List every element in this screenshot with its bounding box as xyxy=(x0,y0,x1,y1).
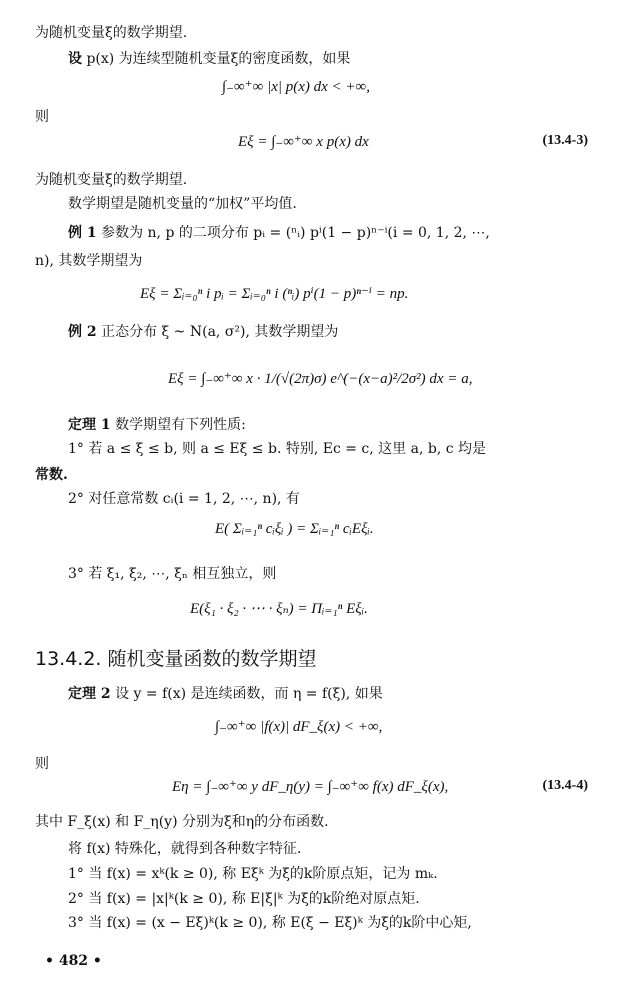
text: 设 y = f(x) 是连续函数，而 η = f(ξ), 如果 xyxy=(110,686,383,702)
text-line: 2° 对任意常数 cᵢ(i = 1, 2, ⋯, n), 有 xyxy=(68,491,300,507)
text-line: 1° 若 a ≤ ξ ≤ b, 则 a ≤ Eξ ≤ b. 特别, Ec = c, 这里 a, b, c 均是 xyxy=(68,441,487,457)
text-line: 将 f(x) 特殊化，就得到各种数字特征. xyxy=(68,841,302,857)
page-number: • 482 • xyxy=(45,953,102,969)
formula: E(ξ₁ · ξ₂ · ⋯ · ξₙ) = Πᵢ₌₁ⁿ Eξᵢ. xyxy=(190,601,368,617)
text-line: n), 其数学期望为 xyxy=(35,253,143,269)
lead: 定理 1 xyxy=(68,417,111,433)
formula: ∫₋∞⁺∞ |f(x)| dF_ξ(x) < +∞, xyxy=(215,719,383,735)
lead: 设 xyxy=(68,51,82,67)
lead: 例 1 xyxy=(68,225,97,241)
text: 参数为 n, p 的二项分布 pᵢ = (ⁿᵢ) pⁱ(1 − p)ⁿ⁻ⁱ(i = 0, 1, 2, ⋯, xyxy=(96,225,490,241)
text-line xyxy=(68,416,246,434)
section-heading: 13.4.2. 随机变量函数的数学期望 xyxy=(35,648,317,670)
formula: Eξ = ∫₋∞⁺∞ x · 1/(√(2π)σ) e^(−(x−a)²/2σ²) dx = a, xyxy=(168,371,473,387)
text-line: 3° 若 ξ₁, ξ₂, ⋯, ξₙ 相互独立，则 xyxy=(68,566,277,582)
text-line: 为随机变量ξ的数学期望. xyxy=(35,25,188,41)
formula: E( Σᵢ₌₁ⁿ cᵢξᵢ ) = Σᵢ₌₁ⁿ cᵢEξᵢ. xyxy=(215,521,374,537)
text-line xyxy=(68,50,350,68)
text-line: 则 xyxy=(35,756,49,772)
text-line xyxy=(68,224,490,242)
formula: ∫₋∞⁺∞ |x| p(x) dx < +∞, xyxy=(222,79,370,95)
equation-number: (13.4-4) xyxy=(542,778,588,793)
text-line: 其中 F_ξ(x) 和 F_η(y) 分别为ξ和η的分布函数. xyxy=(35,814,329,830)
lead: 定理 2 xyxy=(68,686,111,702)
formula: Eη = ∫₋∞⁺∞ y dF_η(y) = ∫₋∞⁺∞ f(x) dF_ξ(x), xyxy=(172,779,449,795)
text-line: 3° 当 f(x) = (x − Eξ)ᵏ(k ≥ 0), 称 E(ξ − Eξ)ᵏ 为ξ的k阶中心矩, xyxy=(68,915,472,931)
text-line: 为随机变量ξ的数学期望. xyxy=(35,172,188,188)
lead: 例 2 xyxy=(68,324,97,340)
text-line: 则 xyxy=(35,109,49,125)
text: 正态分布 ξ ~ N(a, σ²), 其数学期望为 xyxy=(96,324,339,340)
text: p(x) 为连续型随机变量ξ的密度函数，如果 xyxy=(82,51,351,67)
formula: Eξ = Σᵢ₌₀ⁿ i pᵢ = Σᵢ₌₀ⁿ i (ⁿᵢ) pⁱ(1 − p)ⁿ⁻ⁱ = np. xyxy=(140,286,409,302)
text-line: 1° 当 f(x) = xᵏ(k ≥ 0), 称 Eξᵏ 为ξ的k阶原点矩，记为 mₖ. xyxy=(68,866,438,882)
text-line xyxy=(68,685,383,703)
text-line: 2° 当 f(x) = |x|ᵏ(k ≥ 0), 称 E|ξ|ᵏ 为ξ的k阶绝对原点矩. xyxy=(68,891,420,907)
text: 数学期望有下列性质: xyxy=(110,417,246,433)
formula: Eξ = ∫₋∞⁺∞ x p(x) dx xyxy=(238,134,369,150)
equation-number: (13.4-3) xyxy=(542,133,588,148)
text-line: 数学期望是随机变量的“加权”平均值. xyxy=(68,196,297,212)
text-line: 常数. xyxy=(35,467,68,483)
text-line xyxy=(68,323,338,341)
